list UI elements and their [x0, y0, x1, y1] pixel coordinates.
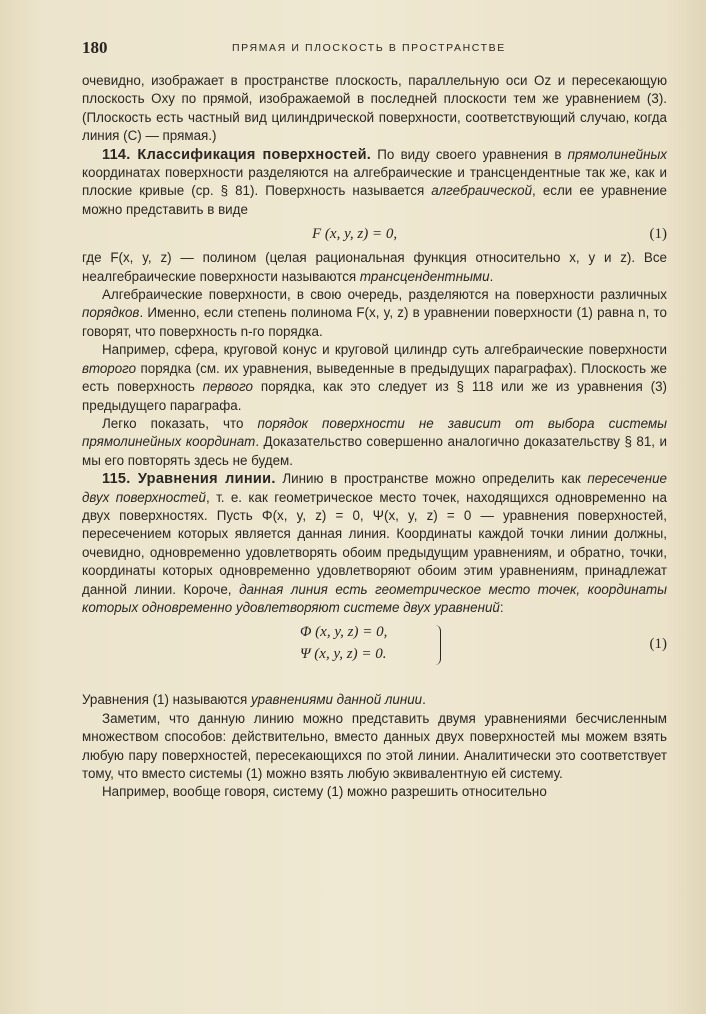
running-title: ПРЯМАЯ И ПЛОСКОСТЬ В ПРОСТРАНСТВЕ	[232, 42, 506, 54]
system-line-1: Φ (x, y, z) = 0,	[300, 624, 388, 641]
text-run: :	[499, 599, 504, 615]
emphasis: порядков	[82, 305, 140, 321]
text-run: , если ее уравнение можно представить в виде	[82, 183, 667, 217]
equation-number: (1)	[649, 226, 667, 243]
emphasis: пересечение двух поверхностей	[82, 471, 667, 505]
equation-system	[82, 617, 667, 677]
text-run: порядка, как это следует из § 118 или же из уравнения (3) предыдущего параграфа.	[82, 379, 667, 413]
text-run: . Именно, если степень полинома F(x, y, z) в уравнении поверхности (1) равна n, то говорят, что поверхность n-го порядка.	[82, 305, 667, 339]
emphasis: порядок поверхности не зависит от выбора системы прямолинейных координат	[82, 415, 667, 450]
text-run: Например, сфера, круговой конус и круговой цилиндр суть алгебраические поверхности	[102, 342, 667, 358]
equation-formula: F (x, y, z) = 0,	[312, 226, 398, 243]
text-run: Легко показать, что	[102, 415, 258, 431]
emphasis: алгебраической	[431, 183, 533, 199]
spacer	[82, 677, 667, 691]
emphasis: прямолинейных	[567, 146, 667, 162]
text-run: координатах поверхности разделяются на алгебраические и трансцендентные так же, как и плоские кривые (ср. § 81). Поверхность называется	[82, 165, 667, 199]
text-run: порядка (см. их уравнения, выведенные в предыдущих параграфах). Плоскость же есть поверхность	[82, 360, 667, 395]
page-header	[82, 38, 620, 58]
emphasis: второго	[82, 360, 137, 376]
section-115	[82, 470, 667, 617]
section-heading: 115. Уравнения линии.	[102, 471, 276, 488]
text-run: , т. е. как геометрическое место точек, находящихся одновременно на двух поверхностях. Пусть Φ(x, y, z) = 0, Ψ(x, y, z) = 0 — уравнения поверхностей, пересечением которых является данная линия. Координаты каждой точки линии должны, очевидно, одновременно удовлетворять обоим предыдущим уравнениям, и обратно, точки, координаты которых одновременно удовлетворяют обоим этим уравнениям, принадлежат данной линии. Короче,	[82, 489, 668, 597]
page-number: 180	[82, 38, 108, 57]
emphasis: данная линия есть геометрическое место точек, координаты которых одновременно удовлетворяют системе двух уравнений	[82, 581, 667, 615]
text-run: . Доказательство совершенно аналогично доказательству § 81, и мы его повторять здесь не будем.	[82, 434, 667, 468]
text-run: Алгебраические поверхности, в свою очередь, разделяются на поверхности различных	[102, 287, 667, 303]
text-run: Линию в пространстве можно определить как	[275, 471, 588, 487]
emphasis: трансцендентными	[359, 268, 490, 284]
text-run: Уравнения (1) называются	[82, 692, 251, 708]
section-114	[82, 146, 667, 220]
paragraph	[82, 286, 667, 341]
emphasis: уравнениями данной линии	[250, 692, 423, 708]
emphasis: первого	[202, 379, 253, 395]
system-line-2: Ψ (x, y, z) = 0.	[300, 646, 387, 663]
section-heading: 114. Классификация поверхностей.	[102, 146, 372, 163]
paragraph	[82, 415, 667, 470]
right-brace	[434, 625, 441, 665]
paragraph	[82, 341, 667, 415]
paragraph: Например, вообще говоря, систему (1) можно разрешить относительно	[102, 784, 547, 800]
body-text	[82, 72, 667, 802]
text-run: .	[489, 268, 494, 284]
paragraph	[82, 249, 667, 286]
text-run: где F(x, y, z) — полином (целая рациональная функция относительно x, y и z). Все неалгебраические поверхности называются	[82, 250, 667, 284]
paragraph: Заметим, что данную линию можно представить двумя уравнениями бесчисленным множеством способов: действительно, вместо данных двух поверхностей мы можем взять любую пару поверхностей, пересекающихся по этой линии. Аналитически это соответствует тому, что вместо системы (1) можно взять любую эквивалентную ей систему.	[82, 710, 667, 781]
equation-1	[82, 219, 667, 249]
text-run: По виду своего уравнения в	[371, 146, 568, 162]
equation-number: (1)	[649, 636, 667, 653]
text-run: .	[422, 692, 426, 708]
paragraph	[82, 691, 667, 709]
paragraph: очевидно, изображает в пространстве плоскость, параллельную оси Oz и пересекающую плоскость Oxy по прямой, изображаемой в последней плоскости тем же уравнением (3). (Плоскость есть частный вид цилиндрической поверхности, соответствующий случаю, когда линия (C) — прямая.)	[82, 73, 667, 144]
